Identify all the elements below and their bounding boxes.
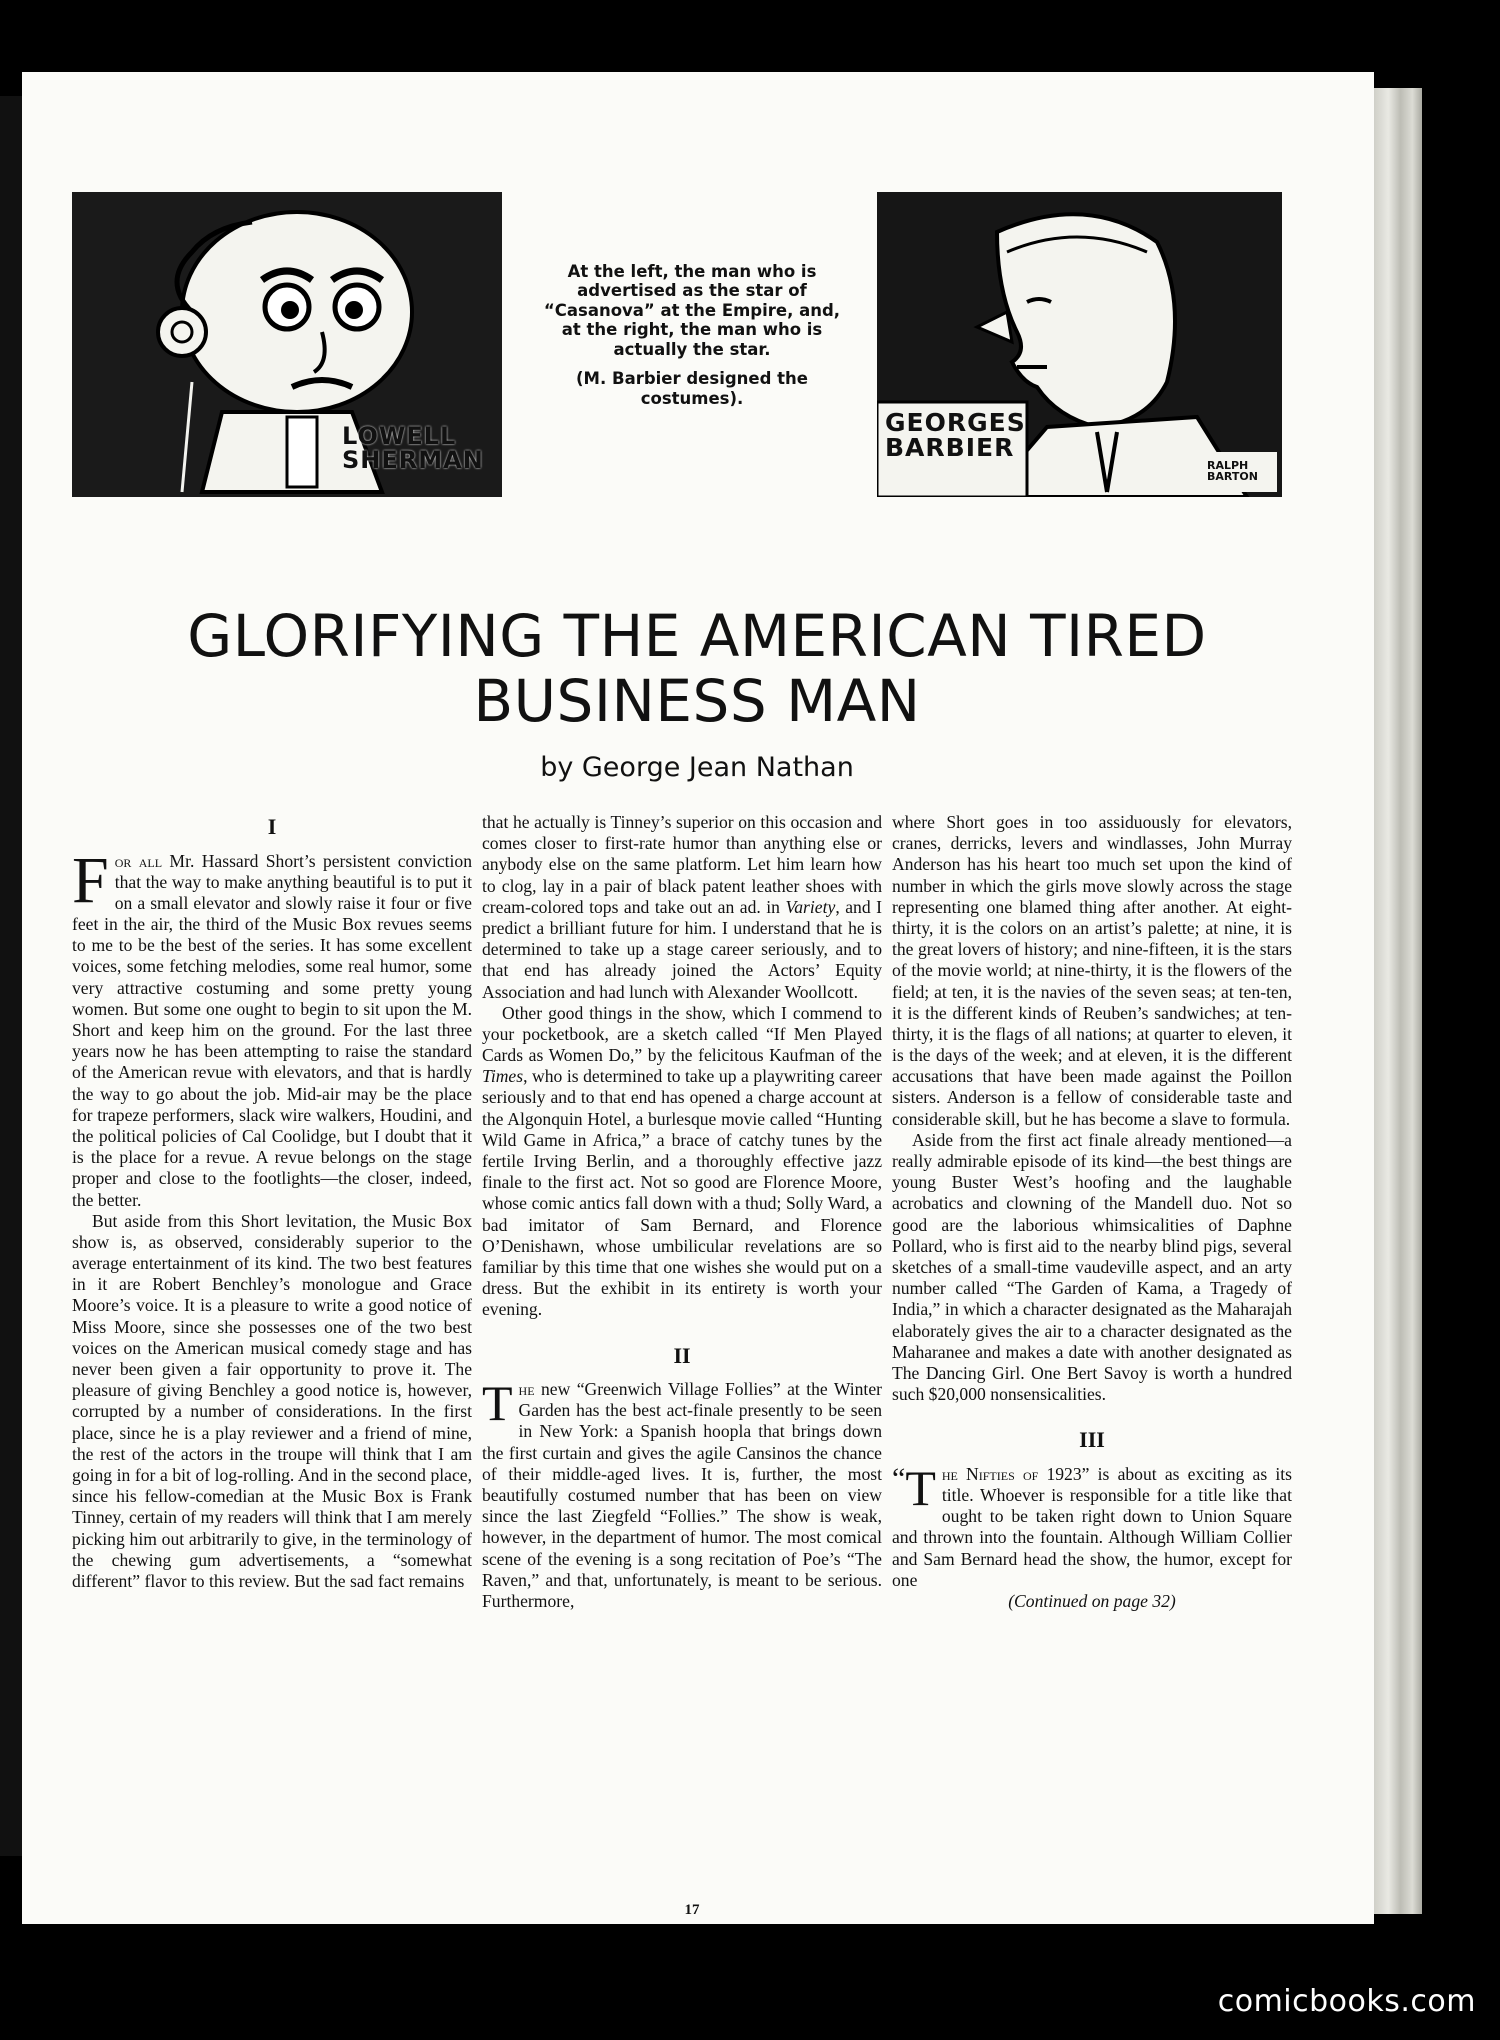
right-caricature	[877, 192, 1282, 497]
article-byline: by George Jean Nathan	[540, 752, 854, 783]
text-column-3	[892, 812, 1292, 1612]
paragraph-text: , who is determined to take up a playwriting career seriously and to that end has opened a charge account at the Algonquin Hotel, a burlesque movie called “Hunting Wild Game in Africa,” a brace of catchy tunes by the fertile Irving Berlin, and a thoroughly effective jazz finale to the first act. Not so good are Florence Moore, whose comic antics fall down with a thud; Solly Ward, a bad imitator of Sam Bernard, and Florence O’Denishawn, whose umbilicular revelations are so familiar by this time that one wishes she would put on a dress. But the exhibit in its entirety is worth your evening.	[482, 1066, 882, 1320]
paragraph	[72, 843, 472, 1211]
text-column-2	[482, 812, 882, 1612]
article-title: GLORIFYING THE AMERICAN TIRED BUSINESS MAN	[187, 602, 1207, 735]
page-edge	[1374, 88, 1422, 1914]
paragraph	[482, 1375, 882, 1612]
caption-text: At the left, the man who is advertised as the star of “Casanova” at the Empire, and, at the right, the man who is actually the star.	[543, 262, 841, 359]
site-watermark: comicbooks.com	[1217, 1984, 1476, 2019]
lead-in: or all	[114, 850, 163, 871]
lead-in: he Nifties of 1923	[941, 1463, 1082, 1484]
paragraph-text: ” is about as exciting as its title. Whoever is responsible for a title like that ought to be taken right down to Union Square and thrown into the fountain. Although William Collier and Sam Bernard head the show, the humor, except for one	[892, 1463, 1292, 1590]
continued-note: (Continued on page 32)	[1008, 1590, 1176, 1611]
caption-credit: (M. Barbier designed the costumes).	[576, 369, 808, 408]
paragraph: where Short goes in too assiduously for elevators, cranes, derricks, levers and windlasses, John Murray Anderson has his heart too much set upon the kind of number in which the girls move slowly across the stage representing one blamed thing after another. At eight-thirty, it is the colors on an artist’s palette; at nine, it is the great lovers of history; and nine-fifteen, it is the stars of the movie world; at nine-thirty, it is the flowers of the field; at ten, it is the navies of the seven seas; at ten-ten, it is the different kinds of Reuben’s sandwiches; at ten-thirty, it is the flags of all nations; at quarter to eleven, it is the days of the week; and at eleven, it is the different accusations that have been made against the Poillon sisters. Anderson is a fellow of considerable taste and considerable skill, but he has become a slave to formula.	[892, 812, 1292, 1129]
paragraph-text: Other good things in the show, which I commend to your pocketbook, are a sketch called “If Men Played Cards as Women Do,” by the felicitous Kaufman of the	[482, 1002, 882, 1066]
paragraph	[482, 812, 882, 1003]
paragraph: But aside from this Short levitation, the Music Box show is, as observed, considerably superior to the average entertainment of its kind. The two best features in it are Robert Benchley’s monologue and Grace Moore’s voice. It is a pleasure to write a good notice of Miss Moore, since she possesses one of the two best voices on the American musical comedy stage and has never been given a fair opportunity to prove it. The pleasure of giving Benchley a good notice is, however, corrupted by a number of considerations. In the first place, since he is a play reviewer and a friend of mine, the rest of the actors in the troupe will think that I am going in for a bit of log-rolling. And in the second place, since his fellow-comedian at the Music Box is Frank Tinney, certain of my readers will think that I am merely picking him out arbitrarily to give, in the terminology of the chewing gum advertisements, a “somewhat different” flavor to this review. But the sad fact remains	[72, 1210, 472, 1591]
left-caricature	[72, 192, 502, 497]
text-column-1	[72, 808, 472, 1592]
cartoon-label-left: LOWELL SHERMAN	[342, 422, 484, 474]
paragraph: Aside from the first act finale already mentioned—a really admirable episode of its kind—the best things are young Buster West’s hoofing and the laughable acrobatics and clowning of the Mandell duo. Not so good are the laborious whimsicalities of Daphne Pollard, who is first aid to the nearby blind pigs, several sketches of a small-time vaudeville aspect, and an arty number called “The Garden of Kama, a Tragedy of India,” in which a character designated as the Maharajah elaborately gives the air to a character designated as the Maharanee and makes a date with another designated as The Dancing Girl. One Bert Savoy is worth a hundred such $20,000 nonsensicalities.	[892, 1129, 1292, 1405]
paragraph-text: that he actually is Tinney’s superior on this occasion and comes closer to first-rate humor than anything else or anybody else on the same platform. Let him learn how to clog, lay in a pair of black patent leather shoes with cream-colored tops and take out an ad. in	[482, 812, 882, 917]
section-heading-2: II	[673, 1342, 691, 1368]
magazine-page	[22, 72, 1374, 1924]
paragraph-text: new “Greenwich Village Follies” at the Winter Garden has the best act-finale presently to be seen in New York: a Spanish hoopla that brings down the first curtain and gives the agile Cansinos the chance of their middle-aged lives. It is, further, the most beautifully costumed number that has been on view since the last Ziegfeld “Follies.” The show is weak, however, in the department of humor. The most comical scene of the evening is a song recitation of Poe’s “The Raven,” and that, unfortunately, is meant to be serious. Furthermore,	[482, 1379, 882, 1611]
paragraph-text: , and I predict a brilliant future for him. I understand that he is determined to take up a stage career seriously, and to that end has already joined the Actors’ Equity Association and had lunch with Alexander Woollcott.	[482, 896, 882, 1002]
cartoon-label-right: GEORGES BARBIER	[885, 408, 1026, 462]
artist-signature: RALPH BARTON	[1207, 459, 1258, 483]
drop-cap: T	[482, 1375, 513, 1431]
section-heading-3: III	[1079, 1427, 1105, 1453]
drop-cap: T	[905, 1459, 936, 1516]
paragraph	[482, 1003, 882, 1321]
opening-quote: “	[892, 1461, 906, 1495]
paragraph-text: Mr. Hassard Short’s persistent conviction that the way to make anything beautiful is to put it on a small elevator and slowly raise it four or five feet in the air, the third of the Music Box revues seems to me to be the best of the series. It has some excellent voices, some fetching melodies, some real humor, some very attractive costuming and some pretty young women. But some one ought to begin to sit upon the M. Short and keep him on the ground. For the last three years now he has been attempting to raise the standard of the American revue with elevators, and that is hardly the way to go about the job. Mid-air may be the place for trapeze performers, slack wire walkers, Houdini, and the political policies of Cal Coolidge, but I doubt that it is the place for a revue. A revue belongs on the stage proper and close to the footlights—the closer, indeed, the better.	[72, 850, 472, 1210]
page-number: 17	[684, 1902, 700, 1918]
paragraph	[892, 1459, 1292, 1591]
cartoon-caption	[542, 262, 842, 418]
drop-cap: F	[72, 843, 109, 917]
lead-in: he	[518, 1379, 535, 1399]
section-heading-1: I	[267, 814, 277, 839]
book-binding	[0, 96, 22, 1856]
publication-name: Variety	[785, 896, 836, 917]
publication-name: Times	[482, 1066, 524, 1087]
